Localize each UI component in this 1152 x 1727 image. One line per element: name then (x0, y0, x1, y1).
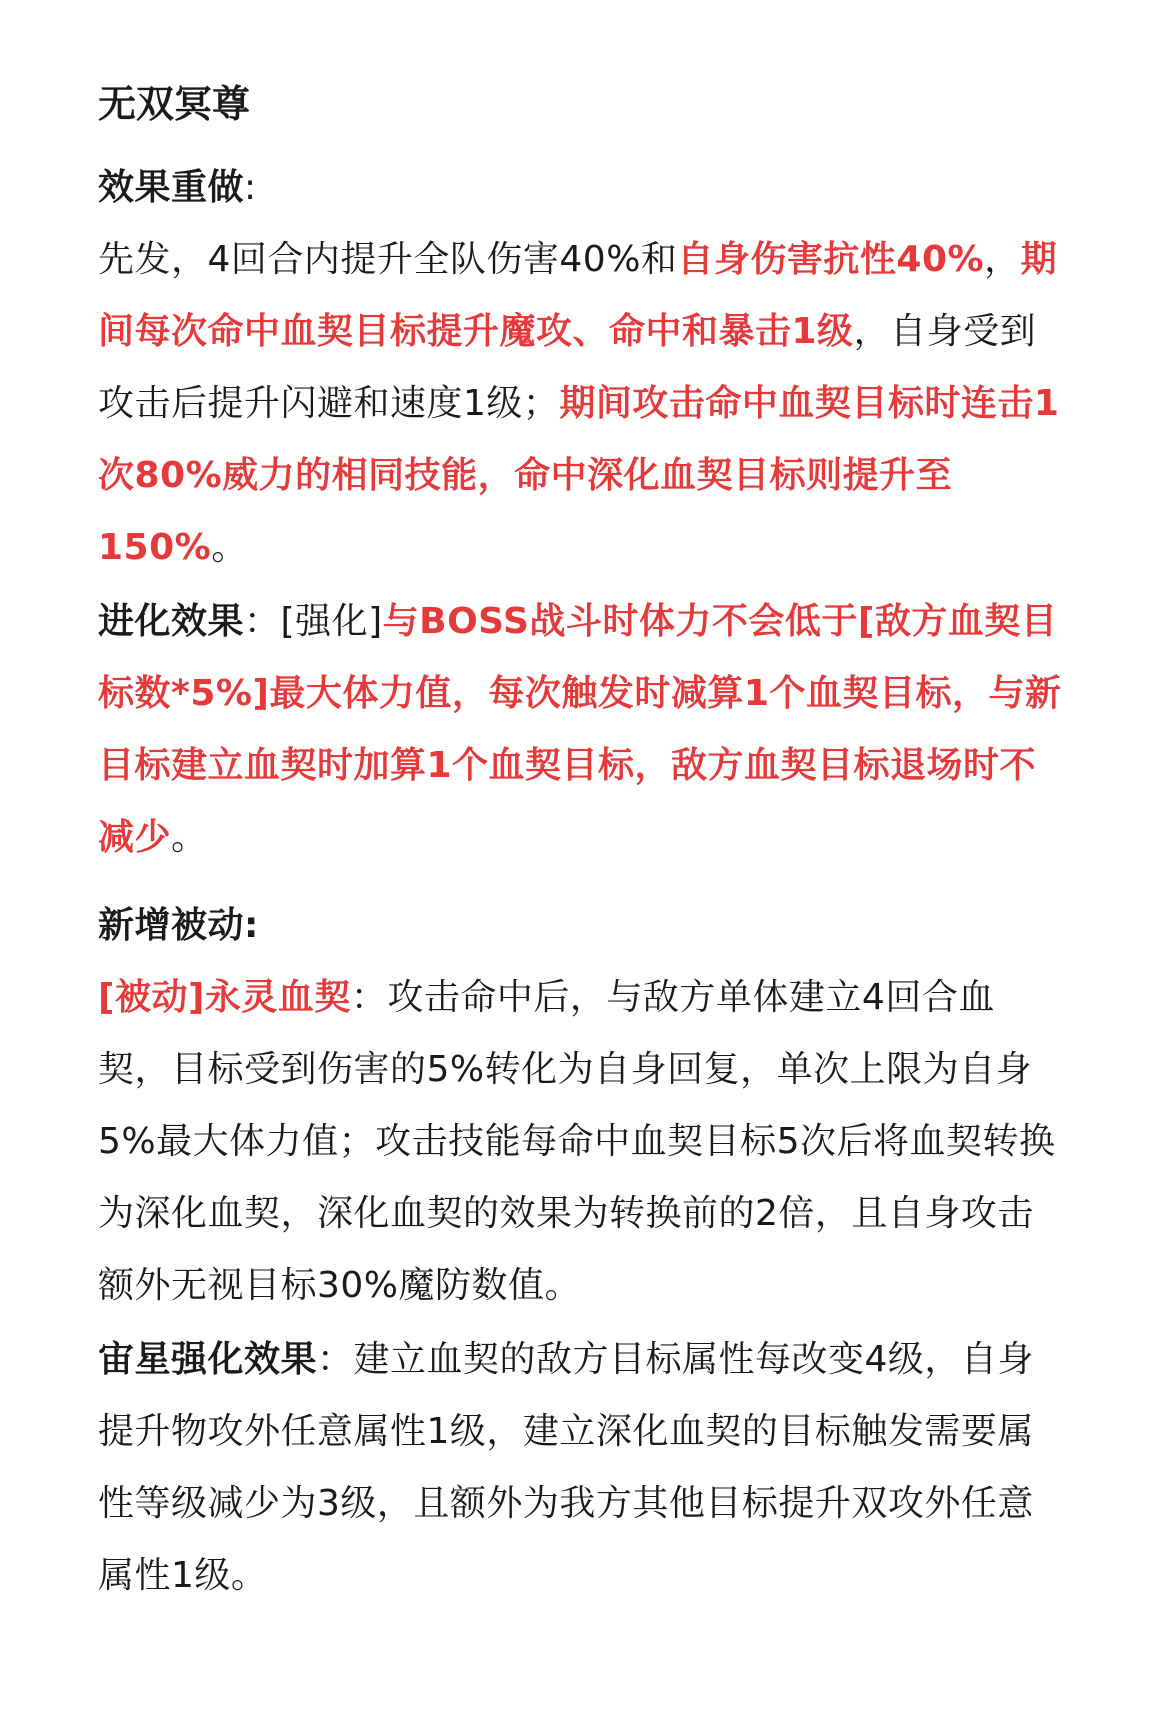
rework-colon: : (244, 167, 257, 208)
rework-seg-3: 期间每次命中血契目标提升魔攻、命中和暴击1级 (98, 239, 1058, 352)
rework-seg-5: 期间攻击命中血契目标时连击1次80%威力的相同技能，命中深化血契目标则提升至150% (98, 383, 1060, 568)
star-colon: ： (317, 1339, 354, 1380)
evolution-colon: ： (244, 601, 281, 642)
new-passive-seg-0: [被动]永灵血契 (98, 977, 351, 1018)
evolution-seg-2: 。 (171, 817, 208, 858)
rework-label: 效果重做 (98, 167, 245, 208)
star-label: 宙星强化效果 (98, 1339, 318, 1380)
rework-seg-4: ，自身受到攻击后提升闪避和速度1级； (98, 311, 1037, 424)
rework-seg-0: 先发，4回合内提升全队伤害40%和 (98, 239, 678, 280)
star-section (98, 1324, 1062, 1612)
evolution-seg-0: [强化] (280, 601, 383, 642)
new-passive-label: 新增被动: (98, 905, 259, 946)
evolution-section (98, 586, 1062, 874)
new-passive-seg-1: ：攻击命中后，与敌方单体建立4回合血契，目标受到伤害的5%转化为自身回复，单次上限为自身5%最大体力值；攻击技能每命中血契目标5次后将血契转换为深化血契，深化血契的效果为转换前的2倍，且自身攻击额外无视目标30%魔防数值。 (98, 977, 1056, 1306)
rework-seg-1: 自身伤害抗性40% (677, 239, 985, 280)
new-passive-section (98, 890, 1062, 1322)
evolution-seg-1: 与BOSS战斗时体力不会低于[敌方血契目标数*5%]最大体力值，每次触发时减算1个血契目标，与新目标建立血契时加算1个血契目标，敌方血契目标退场时不减少 (98, 601, 1062, 858)
star-seg-0: 建立血契的敌方目标属性每改变4级，自身提升物攻外任意属性1级，建立深化血契的目标触发需要属性等级减少为3级，且额外为我方其他目标提升双攻外任意属性1级。 (98, 1339, 1034, 1596)
evolution-label: 进化效果 (98, 601, 245, 642)
skill-title: 无双冥尊 (98, 82, 251, 126)
rework-section (98, 152, 1062, 584)
rework-seg-6: 。 (211, 527, 248, 568)
rework-seg-2: ， (984, 239, 1021, 280)
